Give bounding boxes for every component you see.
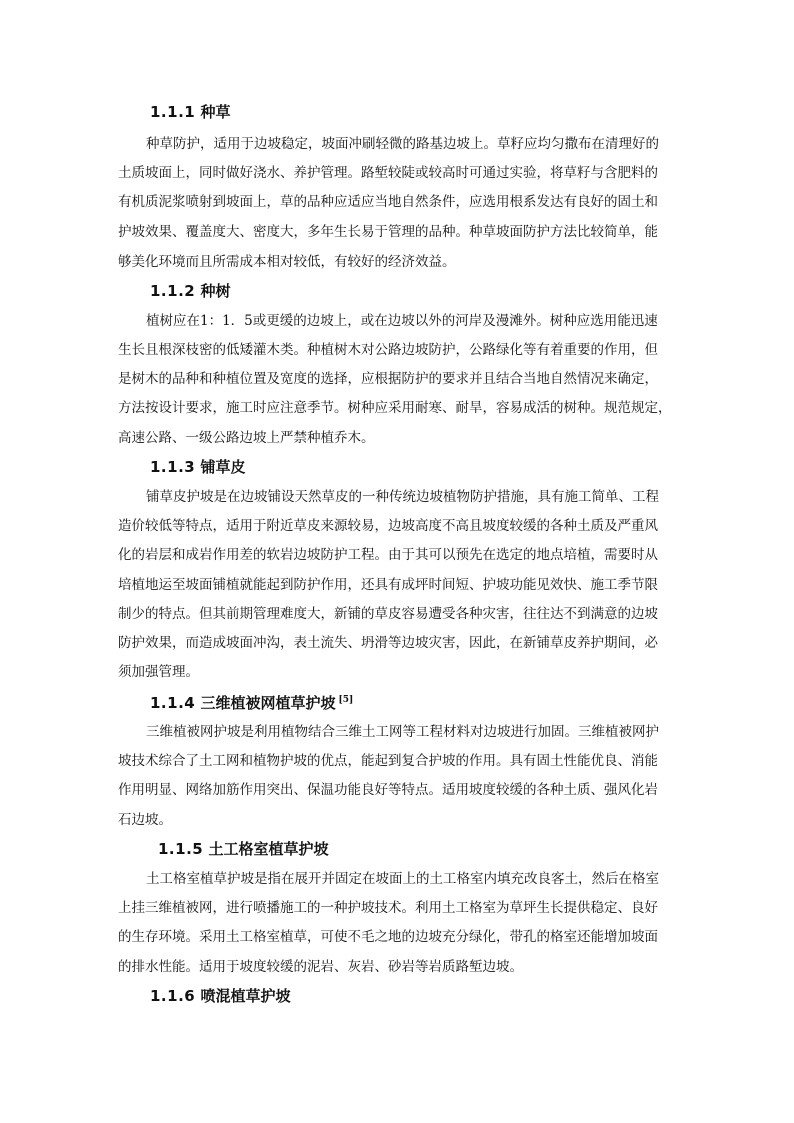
paragraph-line: 铺草皮护坡是在边坡铺设天然草皮的一种传统边坡植物防护措施，具有施工简单、工程 <box>146 489 659 505</box>
section-heading-1-1-1 <box>150 102 230 122</box>
paragraph-line: 坡技术综合了土工网和植物护坡的优点，能起到复合护坡的作用。具有固土性能优良、消能 <box>118 753 658 769</box>
section-title: 铺草皮 <box>200 458 246 476</box>
paragraph-line: 高速公路、一级公路边坡上严禁种植乔木。 <box>118 430 375 446</box>
paragraph-line: 化的岩层和成岩作用差的软岩边坡防护工程。由于其可以预先在选定的地点培植，需要时从 <box>118 547 658 563</box>
section-title: 喷混植草护坡 <box>200 987 291 1005</box>
section-title: 种草 <box>200 103 231 121</box>
paragraph-line: 的排水性能。适用于坡度较缓的泥岩、灰岩、砂岩等岩质路堑边坡。 <box>118 959 523 975</box>
section-number: 1.1.5 <box>158 840 204 858</box>
paragraph-line: 造价较低等特点，适用于附近草皮来源较易，边坡高度不高且坡度较缓的各种土质及严重风 <box>118 518 658 534</box>
section-heading-1-1-3 <box>150 457 245 477</box>
section-number: 1.1.4 <box>150 694 196 712</box>
section-title: 土工格室植草护坡 <box>208 840 329 858</box>
paragraph-line: 生长且根深枝密的低矮灌木类。种植树木对公路边坡防护，公路绿化等有着重要的作用，但 <box>118 342 658 358</box>
paragraph-line: 种草防护，适用于边坡稳定，坡面冲刷轻微的路基边坡上。草籽应均匀撒布在清理好的 <box>146 136 659 152</box>
paragraph-line: 石边坡。 <box>118 812 172 828</box>
paragraph-line: 方法按设计要求，施工时应注意季节。树种应采用耐寒、耐旱，容易成活的树种。规范规定， <box>118 400 672 416</box>
paragraph-line: 护坡效果、覆盖度大、密度大，多年生长易于管理的品种。种草坡面防护方法比较简单，能 <box>118 224 658 240</box>
paragraph-line: 培植地运至坡面铺植就能起到防护作用，还具有成坪时间短、护坡功能见效快、施工季节限 <box>118 577 658 593</box>
section-heading-1-1-4 <box>150 690 353 713</box>
section-number: 1.1.2 <box>150 282 196 300</box>
paragraph-line: 防护效果，而造成坡面冲沟，表土流失、坍滑等边坡灾害，因此，在新铺草皮养护期间，必 <box>118 635 658 651</box>
paragraph-line: 是树木的品种和种植位置及宽度的选择，应根据防护的要求并且结合当地自然情况来确定， <box>118 371 658 387</box>
paragraph-line: 有机质泥浆喷射到坡面上，草的品种应适应当地自然条件，应选用根系发达有良好的固土和 <box>118 194 658 210</box>
section-heading-1-1-6 <box>150 986 290 1006</box>
paragraph-line: 作用明显、网络加筋作用突出、保温功能良好等特点。适用坡度较缓的各种土质、强风化岩 <box>118 782 658 798</box>
paragraph-line: 上挂三维植被网，进行喷播施工的一种护坡技术。利用土工格室为草坪生长提供稳定、良好 <box>118 900 658 916</box>
paragraph-line: 制少的特点。但其前期管理难度大，新铺的草皮容易遭受各种灾害，往往达不到满意的边坡 <box>118 606 658 622</box>
section-number: 1.1.6 <box>150 987 196 1005</box>
section-heading-1-1-5 <box>158 839 328 859</box>
section-heading-1-1-2 <box>150 281 230 301</box>
paragraph-line: 够美化环境而且所需成本相对较低，有较好的经济效益。 <box>118 254 456 270</box>
paragraph-line: 植树应在1：1．5或更缓的边坡上，或在边坡以外的河岸及漫滩外。树种应选用能迅速 <box>146 313 658 329</box>
citation-ref: [5] <box>338 695 354 705</box>
section-title: 种树 <box>200 282 231 300</box>
section-title: 三维植被网植草护坡 <box>200 694 336 712</box>
paragraph-line: 三维植被网护坡是利用植物结合三维土工网等工程材料对边坡进行加固。三维植被网护 <box>146 724 659 740</box>
section-number: 1.1.1 <box>150 103 196 121</box>
section-number: 1.1.3 <box>150 458 196 476</box>
paragraph-line: 须加强管理。 <box>118 664 199 680</box>
paragraph-line: 的生存环境。采用土工格室植草，可使不毛之地的边坡充分绿化，带孔的格室还能增加坡面 <box>118 929 658 945</box>
paragraph-line: 土工格室植草护坡是指在展开并固定在坡面上的土工格室内填充改良客土，然后在格室 <box>146 871 659 887</box>
paragraph-line: 土质坡面上，同时做好浇水、养护管理。路堑较陡或较高时可通过实验，将草籽与含肥料的 <box>118 165 658 181</box>
